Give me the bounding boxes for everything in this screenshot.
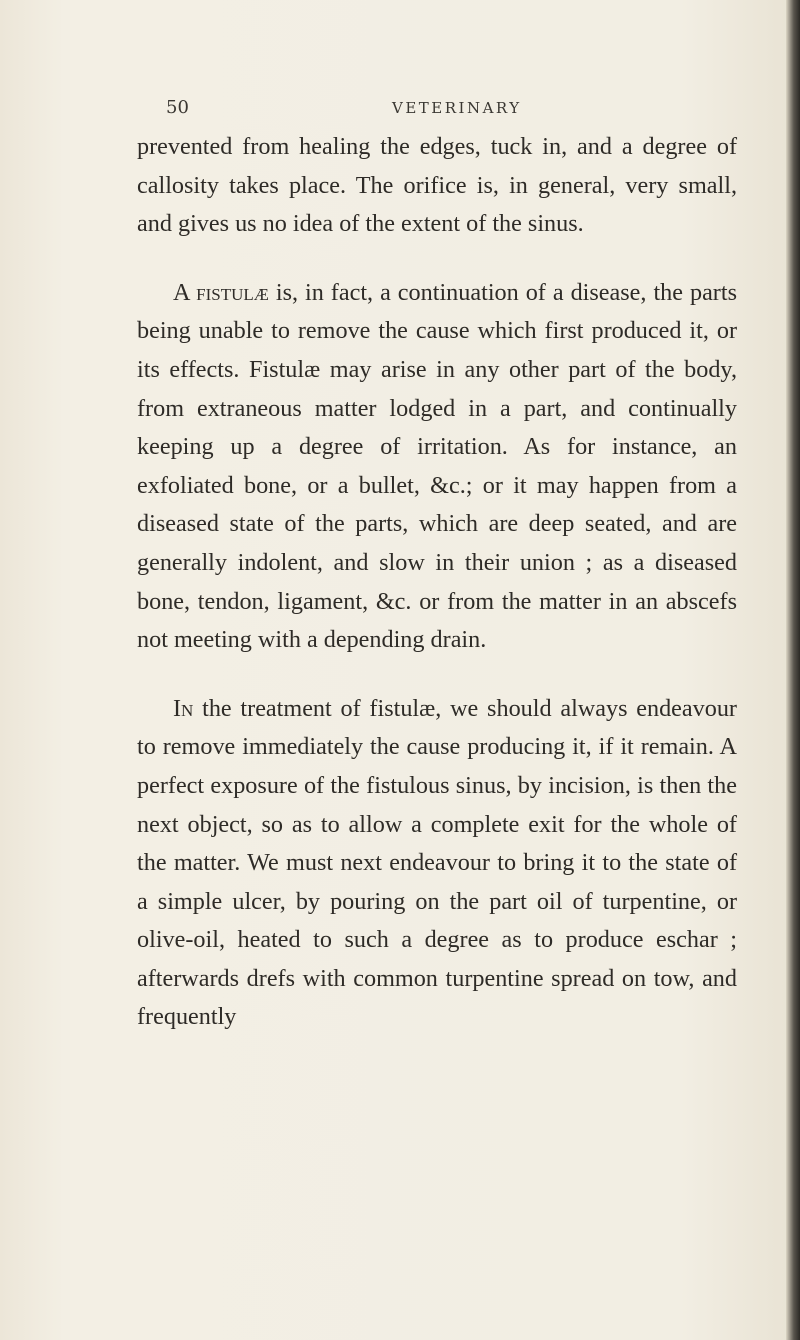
paragraph-2: [137, 274, 737, 660]
paragraph-3: [137, 690, 737, 1037]
paragraph-2-lead: A fistulæ: [173, 278, 269, 306]
page-header: [166, 97, 726, 123]
page-edge-shadow: [786, 0, 800, 1340]
paragraph-1-text: prevented from healing the edges, tuck in, and a degree of callosity takes place. The orifice is, in general, very small, and gives us no idea of the extent of the sinus.: [137, 133, 737, 238]
running-head: VETERINARY: [392, 99, 522, 117]
paragraph-1: [137, 128, 737, 244]
paragraph-3-lead: In: [173, 694, 194, 722]
page-number: 50: [166, 97, 189, 118]
paragraph-3-text: the treatment of fistulæ, we should always endeavour to remove immediately the cause producing it, if it remain. A perfect exposure of the fistulous sinus, by incision, is then the next object, so as to allow a complete exit for the whole of the matter. We must next endeavour to bring it to the state of a simple ulcer, by pouring on the part oil of turpentine, or olive-oil, heated to such a degree as to produce eschar ; afterwards drefs with common turpentine spread on tow, and frequently: [137, 694, 737, 1031]
paragraph-2-text: is, in fact, a continuation of a disease, the parts being unable to remove the cause which first produced it, or its effects. Fistulæ may arise in any other part of the body, from extraneous matter lodged in a part, and continually keeping up a degree of irritation. As for instance, an exfoliated bone, or a bullet, &c.; or it may happen from a diseased state of the parts, which are deep seated, and are generally indolent, and slow in their union ; as a diseased bone, tendon, ligament, &c. or from the matter in an abscefs not meeting with a depending drain.: [137, 278, 737, 654]
body-text: [137, 128, 737, 1037]
